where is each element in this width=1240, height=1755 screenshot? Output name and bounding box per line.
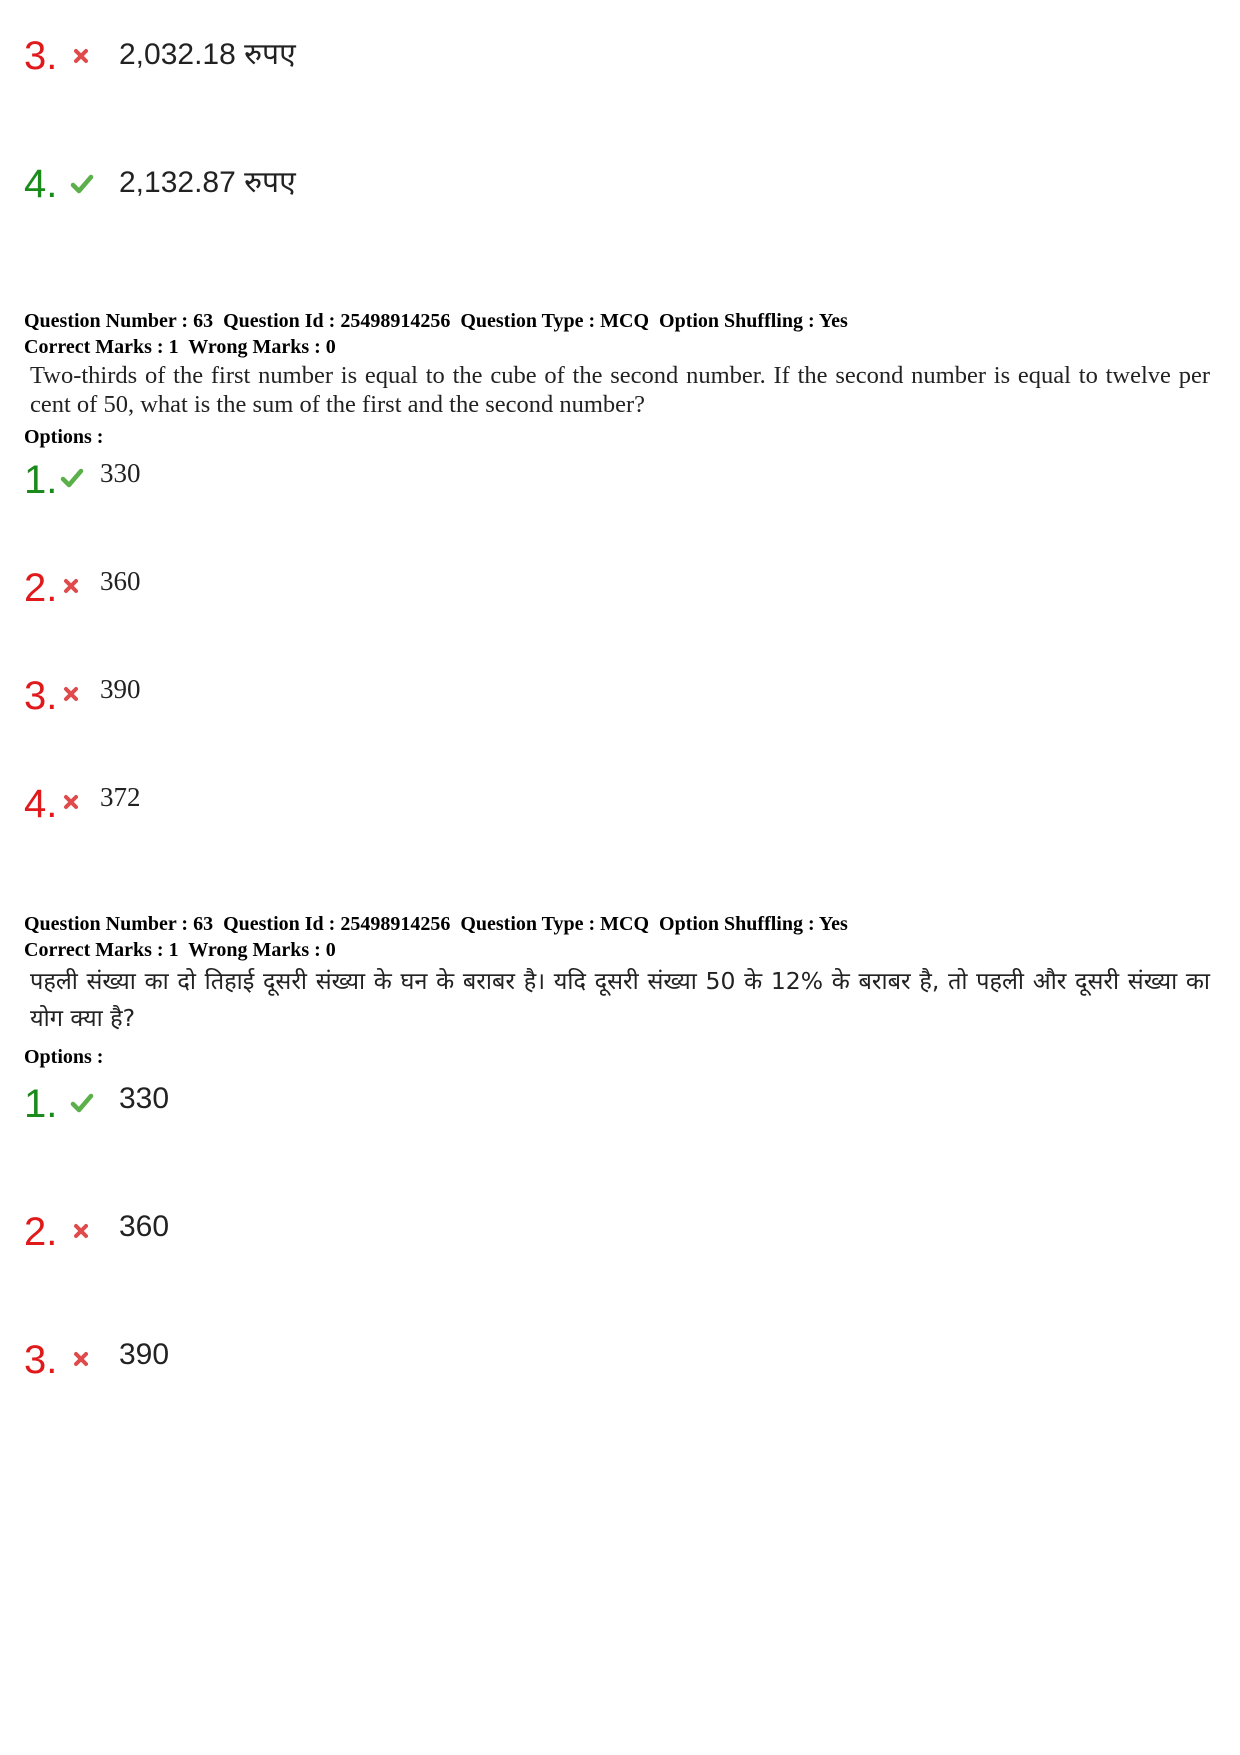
option-number: 3.: [24, 674, 58, 718]
check-icon: [70, 1092, 94, 1119]
option-number: 2.: [24, 1210, 58, 1254]
options-label: Options :: [24, 1046, 104, 1068]
option-value: 390: [119, 1338, 170, 1371]
check-icon: [60, 467, 84, 494]
question-text: पहली संख्या का दो तिहाई दूसरी संख्या के घन के बराबर है। यदि दूसरी संख्या 50 के 12% के बराबर है, तो पहली और दूसरी संख्या का योग क्या है?: [30, 967, 1210, 1032]
cross-icon: [73, 1351, 89, 1372]
options-label: Options :: [24, 426, 104, 448]
marks-meta: Correct Marks : 1 Wrong Marks : 0: [24, 939, 336, 961]
option-value: 372: [100, 782, 141, 812]
cross-icon: [63, 578, 79, 599]
cross-icon: [73, 48, 89, 69]
option-value: 2,132.87 रुपए: [119, 166, 296, 199]
option-value: 360: [100, 566, 141, 596]
marks-meta: Correct Marks : 1 Wrong Marks : 0: [24, 336, 336, 358]
option-number: 3.: [24, 34, 58, 78]
option-number: 1.: [24, 1082, 58, 1126]
check-icon: [70, 173, 94, 200]
question-text: Two-thirds of the first number is equal to the cube of the second number. If the second number is equal to twelve per cent of 50, what is the sum of the first and the second number?: [30, 362, 1210, 418]
option-value: 390: [100, 674, 141, 704]
option-number: 4.: [24, 162, 58, 206]
option-value: 330: [100, 458, 141, 488]
option-value: 330: [119, 1082, 170, 1115]
option-value: 360: [119, 1210, 170, 1243]
cross-icon: [73, 1223, 89, 1244]
option-number: 2.: [24, 566, 58, 610]
question-meta: Question Number : 63 Question Id : 25498914256 Question Type : MCQ Option Shuffling : Yes: [24, 913, 848, 935]
option-number: 4.: [24, 782, 58, 826]
cross-icon: [63, 686, 79, 707]
cross-icon: [63, 794, 79, 815]
option-number: 1.: [24, 458, 58, 502]
question-meta: Question Number : 63 Question Id : 25498914256 Question Type : MCQ Option Shuffling : Yes: [24, 310, 848, 332]
option-value: 2,032.18 रुपए: [119, 38, 296, 71]
option-number: 3.: [24, 1338, 58, 1382]
